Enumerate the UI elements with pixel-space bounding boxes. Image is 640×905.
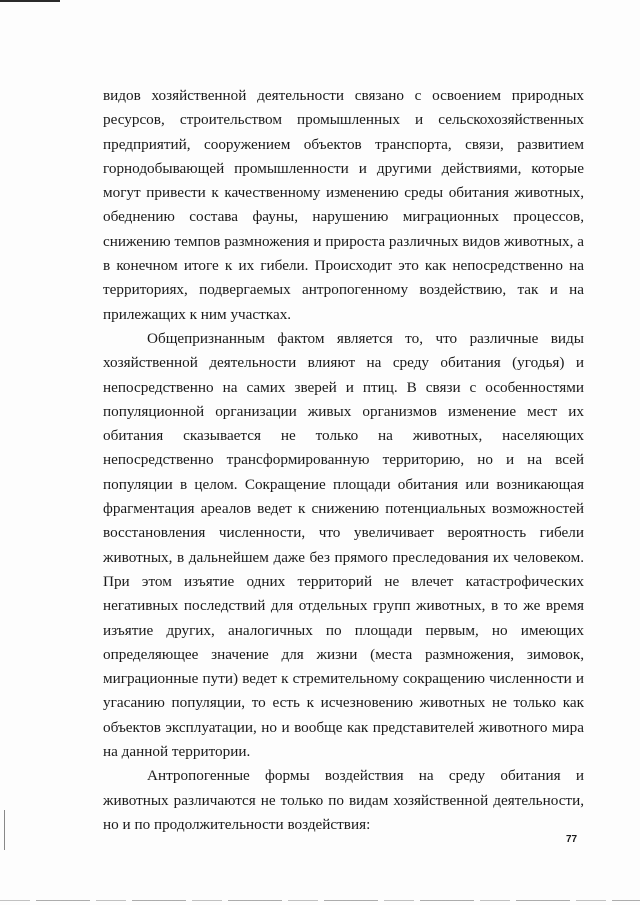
body-text	[103, 84, 584, 837]
paragraph-2: Общепризнанным фактом является то, что различные виды хозяйственной деятельности влияют на среду обитания (угодья) и непосредственно на самих зверей и птиц. В связи с особенностями популяционной организации живых организмов изменение мест их обитания сказывается не только на животных, населяющих непосредственно трансформированную территорию, но и на всей популяции в целом. Сокращение площади обитания или возникающая фрагментация ареалов ведет к снижению потенциальных возможностей восстановления численности, что увеличивает вероятность гибели животных, в дальнейшем даже без прямого преследования их человеком. При этом изъятие одних территорий не влечет катастрофических негативных последствий для отдельных групп животных, в то же время изъятие других, аналогичных по площади первым, но имеющих определяющее значение для жизни (места размножения, зимовок, миграционные пути) ведет к стремительному сокращению численности и угасанию популяции, то есть к исчезновению животных не только как объектов эксплуатации, но и вообще как представителей животного мира на данной территории.	[103, 329, 584, 761]
page-number: 77	[566, 834, 578, 845]
paragraph-1: видов хозяйственной деятельности связано с освоением природных ресурсов, строительством промышленных и сельскохозяйственных предприятий, сооружением объектов транспорта, связи, развитием горнодобывающей промышленности и другими действиями, которые могут привести к качественному изменению среды обитания животных, обеднению состава фауны, нарушению миграционных процессов, снижению темпов размножения и прироста различных видов животных, а в конечном итоге к их гибели. Происходит это как непосредственно на территориях, подвергаемых антропогенному воздействию, так и на прилежащих к ним участках.	[103, 87, 584, 323]
scan-artifact-bottom	[0, 900, 640, 901]
scan-artifact-top	[0, 0, 60, 2]
paragraph-3: Антропогенные формы воздействия на среду обитания и животных различаются не только по видам хозяйственной деятельности, но и по продолжительности воздействия:	[103, 767, 584, 833]
scan-artifact-left	[4, 810, 5, 850]
